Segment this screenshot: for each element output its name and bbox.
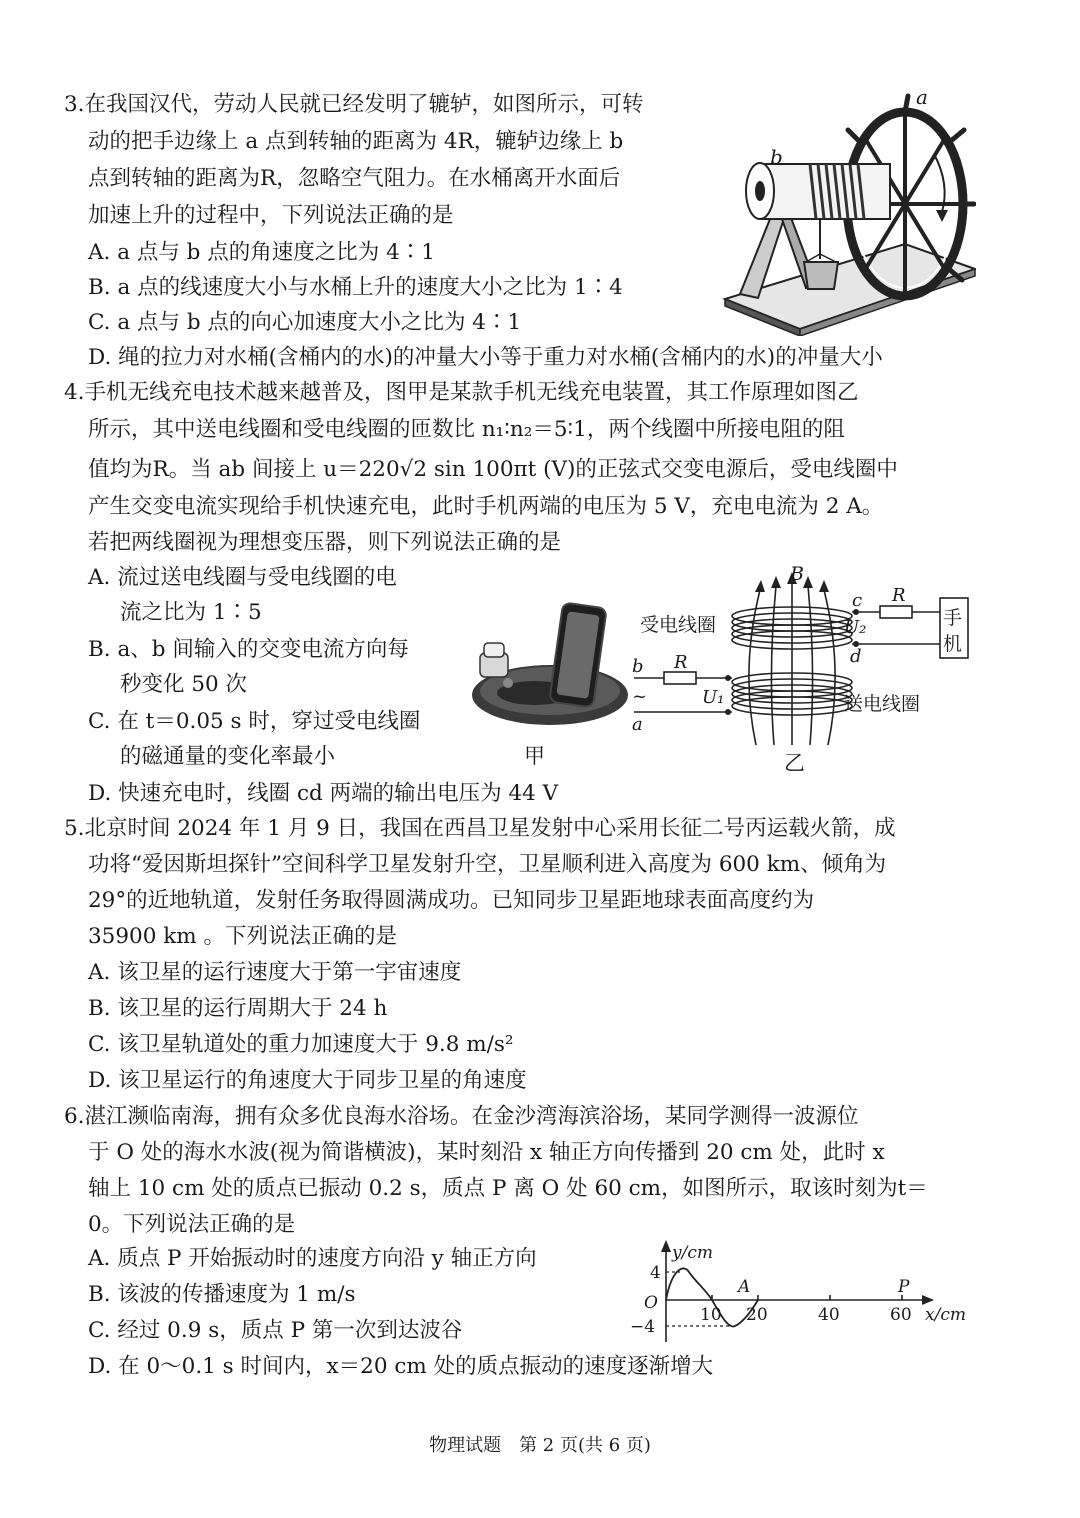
q3-option-c: C. a 点与 b 点的向心加速度大小之比为 4∶1 — [88, 310, 522, 335]
wave-point-P: P — [898, 1277, 910, 1297]
q5-option-b: B. 该卫星的运行周期大于 24 h — [88, 996, 388, 1021]
wave-origin-label: O — [644, 1293, 658, 1313]
fig-yi-caption: 乙 — [784, 751, 805, 775]
label-sender-coil: 送电线圈 — [844, 693, 921, 715]
q3-option-d: D. 绳的拉力对水桶(含桶内的水)的冲量大小等于重力对水桶(含桶内的水)的冲量大小 — [88, 345, 883, 370]
label-c: c — [852, 590, 863, 611]
q5-option-c: C. 该卫星轨道处的重力加速度大于 9.8 m/s² — [88, 1032, 514, 1057]
windlass-label-b: b — [770, 145, 783, 169]
label-R-top: R — [892, 585, 906, 606]
q4-option-a-1: A. 流过送电线圈与受电线圈的电 — [88, 565, 397, 590]
q3-option-b: B. a 点的线速度大小与水桶上升的速度大小之比为 1∶4 — [88, 275, 623, 300]
q6-line-1: 6.湛江濒临南海，拥有众多优良海水浴场。在金沙湾海滨浴场，某同学测得一波源位 — [64, 1104, 859, 1129]
wave-x-label: x/cm — [925, 1305, 966, 1325]
q3-line-3: 点到转轴的距离为R，忽略空气阻力。在水桶离开水面后 — [88, 166, 621, 191]
wave-x-tick-10: 10 — [700, 1305, 722, 1325]
q3-option-a: A. a 点与 b 点的角速度之比为 4∶1 — [88, 240, 435, 265]
label-B: B — [790, 563, 804, 585]
q5-line-1: 5.北京时间 2024 年 1 月 9 日，我国在西昌卫星发射中心采用长征二号丙运载火箭，成 — [64, 816, 896, 841]
label-ac-source: ~ — [632, 686, 648, 707]
q4-line-5: 若把两线圈视为理想变压器，则下列说法正确的是 — [88, 530, 562, 555]
fig-jia-caption: 甲 — [524, 744, 545, 768]
label-U1: U₁ — [702, 687, 725, 708]
label-R-bottom: R — [674, 652, 688, 673]
q3-line-1: 3.在我国汉代，劳动人民就已经发明了辘轳，如图所示，可转 — [64, 92, 644, 117]
windlass-label-a: a — [916, 85, 928, 109]
q4-option-c-1: C. 在 t＝0.05 s 时，穿过受电线圈 — [88, 709, 421, 734]
q4-line-1: 4.手机无线充电技术越来越普及，图甲是某款手机无线充电装置，其工作原理如图乙 — [64, 380, 859, 405]
page-footer: 物理试题 第 2 页(共 6 页) — [429, 1435, 651, 1456]
q3-line-4: 加速上升的过程中，下列说法正确的是 — [88, 203, 454, 228]
q3-line-2: 动的把手边缘上 a 点到转轴的距离为 4R，辘轳边缘上 b — [88, 129, 624, 154]
q5-line-4: 35900 km 。下列说法正确的是 — [88, 924, 397, 949]
q4-line-2: 所示，其中送电线圈和受电线圈的匝数比 n₁∶n₂＝5∶1，两个线圈中所接电阻的阻 — [88, 417, 845, 442]
wave-x-tick-20: 20 — [746, 1305, 768, 1325]
wave-y-neg: −4 — [630, 1317, 656, 1337]
wave-point-A: A — [738, 1277, 751, 1297]
charger-photo — [470, 595, 630, 775]
q5-line-3: 29°的近地轨道，发射任务取得圆满成功。已知同步卫星距地球表面高度约为 — [88, 888, 815, 913]
q4-line-3: 值均为R。当 ab 间接上 u＝220√2 sin 100πt (V)的正弦式交变电源后，受电线圈中 — [88, 457, 898, 482]
q6-option-a: A. 质点 P 开始振动时的速度方向沿 y 轴正方向 — [88, 1246, 537, 1271]
wave-graph — [620, 1238, 980, 1348]
q6-line-2: 于 O 处的海水水波(视为简谐横波)，某时刻沿 x 轴正方向传播到 20 cm 处，此时 x — [88, 1140, 885, 1165]
wave-y-pos: 4 — [650, 1263, 661, 1283]
label-a: a — [632, 714, 643, 735]
q6-option-b: B. 该波的传播速度为 1 m/s — [88, 1282, 356, 1307]
q6-option-c: C. 经过 0.9 s，质点 P 第一次到达波谷 — [88, 1318, 463, 1343]
q4-option-c-2: 的磁通量的变化率最小 — [120, 744, 336, 769]
q6-line-3: 轴上 10 cm 处的质点已振动 0.2 s，质点 P 离 O 处 60 cm，如图所示，取该时刻为t＝ — [88, 1176, 928, 1201]
windlass-figure — [720, 84, 976, 336]
wave-x-tick-40: 40 — [818, 1305, 840, 1325]
q5-line-2: 功将“爱因斯坦探针”空间科学卫星发射升空，卫星顺利进入高度为 600 km、倾角为 — [88, 852, 887, 877]
q4-line-4: 产生交变电流实现给手机快速充电，此时手机两端的电压为 5 V，充电电流为 2 A。 — [88, 494, 884, 519]
q5-option-d: D. 该卫星运行的角速度大于同步卫星的角速度 — [88, 1068, 527, 1093]
label-phone-2: 机 — [943, 633, 963, 655]
q4-option-a-2: 流之比为 1∶5 — [120, 600, 262, 625]
q6-line-4: 0。下列说法正确的是 — [88, 1212, 296, 1237]
q5-option-a: A. 该卫星的运行速度大于第一宇宙速度 — [88, 960, 462, 985]
label-receiver-coil: 受电线圈 — [640, 614, 717, 636]
q4-option-b-1: B. a、b 间输入的交变电流方向每 — [88, 637, 409, 662]
label-d: d — [850, 646, 862, 667]
coil-circuit-diagram — [622, 560, 982, 780]
label-U2: U₂ — [844, 617, 867, 638]
label-b: b — [632, 656, 644, 677]
label-phone-1: 手 — [943, 607, 963, 629]
q4-option-b-2: 秒变化 50 次 — [120, 672, 248, 697]
q6-option-d: D. 在 0～0.1 s 时间内，x＝20 cm 处的质点振动的速度逐渐增大 — [88, 1354, 714, 1379]
wave-x-tick-60: 60 — [890, 1305, 912, 1325]
wave-y-label: y/cm — [672, 1243, 713, 1263]
q4-option-d: D. 快速充电时，线圈 cd 两端的输出电压为 44 V — [88, 781, 559, 806]
